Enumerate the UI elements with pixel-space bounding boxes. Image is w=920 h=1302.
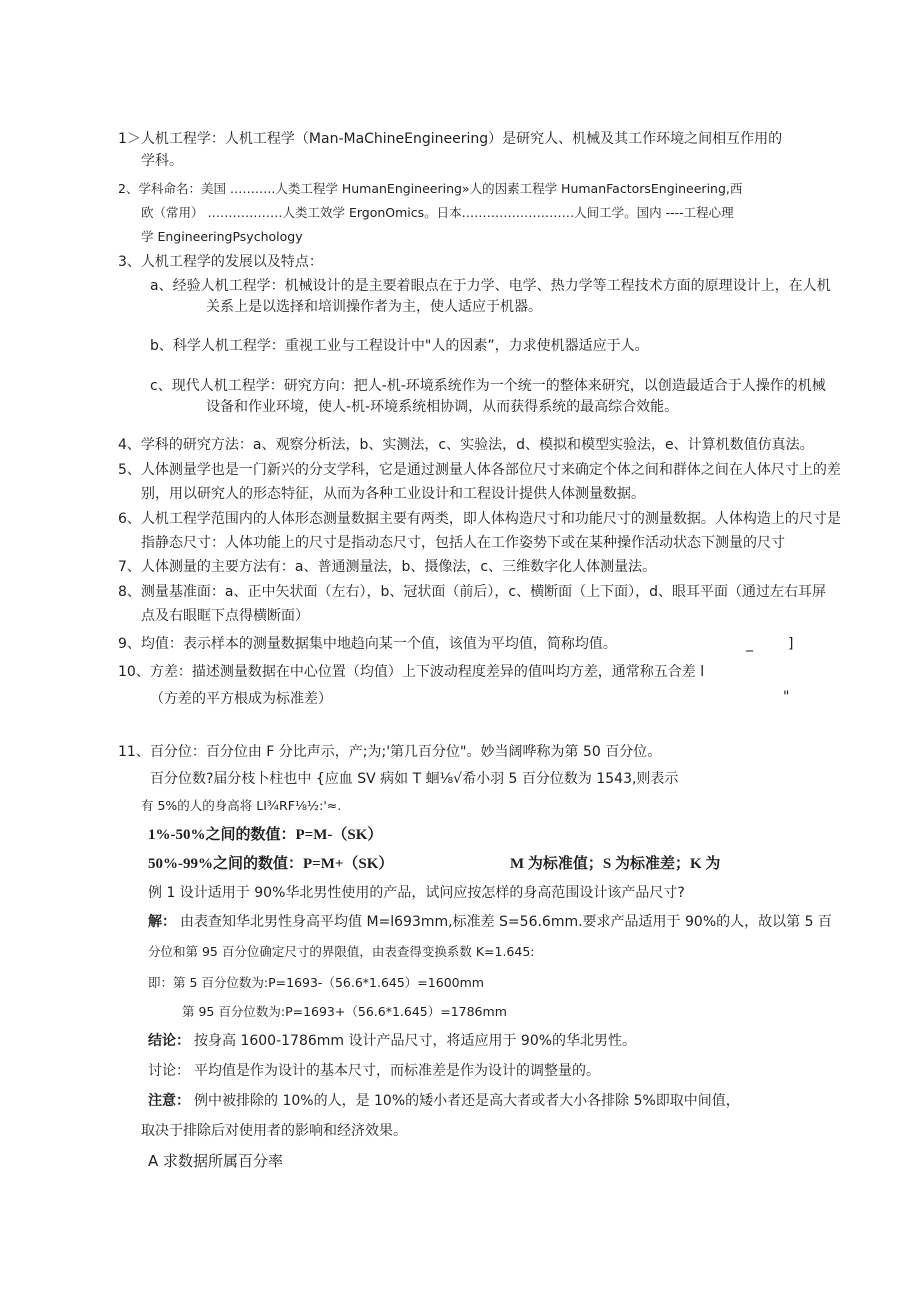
item-6-line-1: 6、人机工程学范围内的人体形态测量数据主要有两类，即人体构造尺寸和功能尺寸的测量数据。人体构造上的尺寸是 [118, 511, 841, 527]
example-1-heading: 例 1 设计适用于 90%华北男性使用的产品，试问应按怎样的身高范围设计该产品尺寸? [148, 885, 685, 901]
item-1-line-2: 学科。 [141, 153, 183, 169]
item-10-line-1: 10、方差：描述测量数据在中心位置（均值）上下波动程度差异的值叫均方差，通常称五合差 l [118, 664, 705, 680]
solution-label: 解： [148, 914, 176, 930]
conclusion-label: 结论： [148, 1033, 190, 1049]
calc-5th-percentile: 即：第 5 百分位数为:P=1693-（56.6*1.645）=1600mm [148, 975, 484, 990]
item-2-line-3: 学 EngineeringPsychology [141, 229, 303, 244]
note-line-2: 取决于排除后对使用者的影响和经济效果。 [141, 1123, 407, 1139]
solution-line-1: 由表查知华北男性身高平均值 M=l693mm,标准差 S=56.6mm.要求产品适用于 90%的人，故以第 5 百 [180, 914, 832, 930]
item-8-line-1: 8、测量基准面：a、正中矢状面（左右），b、冠状面（前后），c、横断面（上下面），d、眼耳平面（通过左右耳屏 [118, 584, 826, 600]
conclusion-text: 按身高 1600-1786mm 设计产品尺寸，将适应用于 90%的华北男性。 [194, 1033, 637, 1049]
discussion-text: 平均值是作为设计的基本尺寸，而标准差是作为设计的调整量的。 [194, 1063, 600, 1079]
item-9-mark-bracket: ] [788, 636, 794, 652]
item-1-line-1: 1＞人机工程学：人机工程学（Man-MaChineEngineering）是研究人、机械及其工作环境之间相互作用的 [118, 131, 783, 147]
item-10-line-2: （方差的平方根成为标准差） [150, 691, 332, 707]
item-11-line-3: 有 5%的人的身高将 LI¾RF⅛½:'≈. [141, 798, 342, 813]
item-5-line-2: 别，用以研究人的形态特征，从而为各种工业设计和工程设计提供人体测量数据。 [141, 486, 645, 502]
item-9-line-1: 9、均值：表示样本的测量数据集中地趋向某一个值，该值为平均值，简称均值。 [118, 636, 617, 652]
item-4-line-1: 4、学科的研究方法：a、观察分析法，b、实测法，c、实验法，d、模拟和模型实验法，e、计算机数值仿真法。 [118, 437, 814, 453]
solution-line-2: 分位和第 95 百分位确定尺寸的界限值，由表查得变换系数 K=1.645: [148, 944, 535, 959]
item-10-mark-quote: " [783, 689, 790, 705]
item-8-line-2: 点及右眼眶下点得横断面） [141, 608, 309, 624]
section-a-heading: A 求数据所属百分率 [148, 1152, 284, 1170]
item-2-line-2: 欧（常用） ………………人类工效学 ErgonOmics。日本………………………人间工学。国内 ----工程心理 [141, 205, 734, 220]
formula-legend: M 为标准值；S 为标准差；K 为 [510, 856, 721, 872]
item-11-line-1: 11、百分位：百分位由 F 分比声示，产;为;'第几百分位"。妙当阔哗称为第 50 百分位。 [118, 744, 662, 760]
note-line-1: 例中被排除的 10%的人，是 10%的矮小者还是高大者或者大小各排除 5%即取中间值， [194, 1093, 740, 1109]
item-3a-line-1: a、经验人机工程学：机械设计的是主要着眼点在于力学、电学、热力学等工程技术方面的原理设计上，在人机 [150, 278, 831, 294]
item-7-line-1: 7、人体测量的主要方法有：a、普通测量法，b、摄像法，c、三维数字化人体测量法。 [118, 559, 657, 575]
item-9-mark-underscore: _ [746, 636, 753, 652]
formula-low-range: 1%-50%之间的数值：P=M-（SK） [148, 827, 383, 843]
item-6-line-2: 指静态尺寸：人体功能上的尺寸是指动态尺寸，包括人在工作姿势下或在某种操作活动状态下测量的尺寸 [141, 535, 785, 551]
item-11-line-2: 百分位数?届分枝卜柱也中 {应血 SV 病如 T 蛔⅛√希小羽 5 百分位数为 1543,则表示 [150, 771, 679, 787]
item-2-line-1: 2、学科命名：美国 ………..人类工程学 HumanEngineering»人的因素工程学 HumanFactorsEngineering,西 [118, 181, 743, 196]
item-3-line-1: 3、人机工程学的发展以及特点： [118, 254, 323, 270]
item-3c-line-2: 设备和作业环境，使人-机-环境系统相协调，从而获得系统的最高综合效能。 [206, 399, 679, 415]
note-label: 注意： [148, 1093, 190, 1109]
calc-95th-percentile: 第 95 百分位数为:P=1693+（56.6*1.645）=1786mm [182, 1004, 507, 1019]
formula-high-range: 50%-99%之间的数值：P=M+（SK） [148, 856, 394, 872]
item-3b-line-1: b、科学人机工程学：重视工业与工程设计中"人的因素”，力求使机器适应于人。 [150, 338, 649, 354]
item-3a-line-2: 关系上是以选择和培训操作者为主，使人适应于机器。 [206, 299, 542, 315]
discussion-label: 讨论： [148, 1063, 190, 1079]
item-5-line-1: 5、人体测量学也是一门新兴的分支学科，它是通过测量人体各部位尺寸来确定个体之间和群体之间在人体尺寸上的差 [118, 462, 841, 478]
item-3c-line-1: c、现代人机工程学：研究方向：把人-机-环境系统作为一个统一的整体来研究，以创造最适合于人操作的机械 [150, 378, 826, 394]
